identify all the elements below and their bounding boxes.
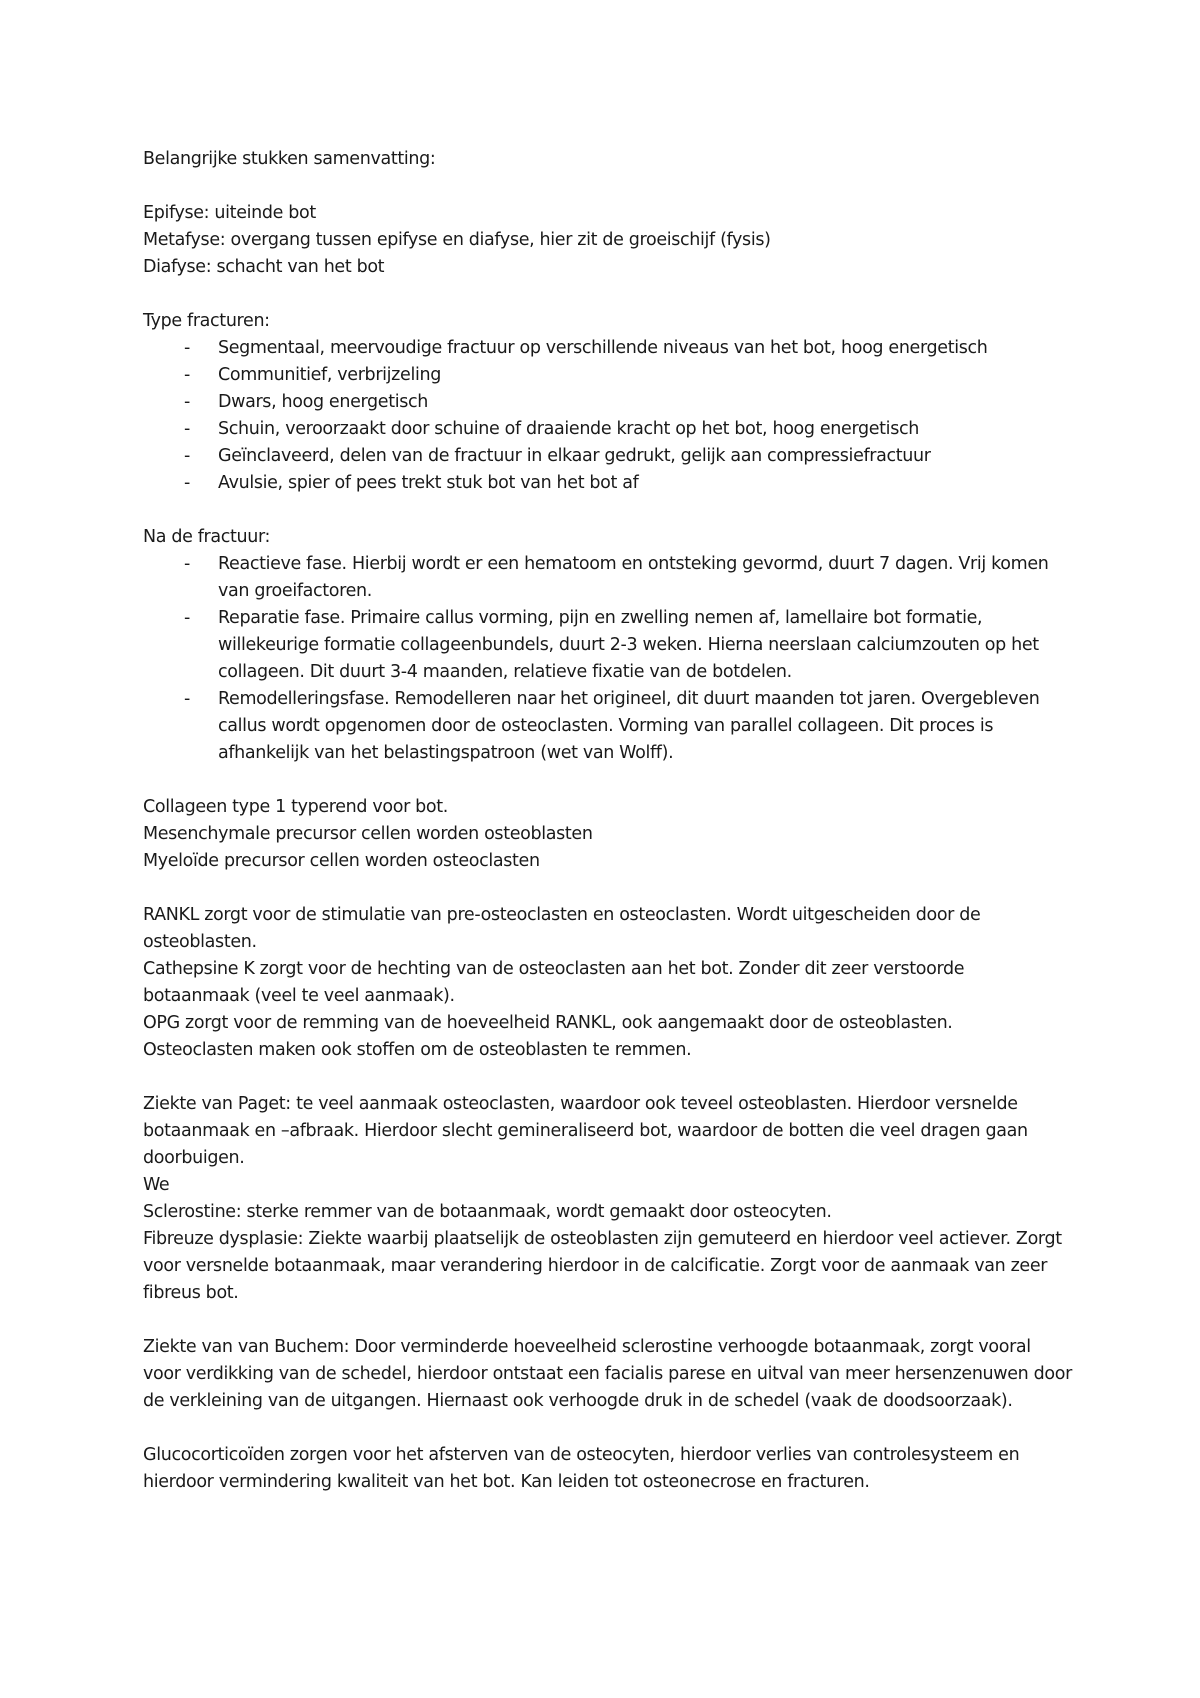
list-item: - Dwars, hoog energetisch — [143, 389, 1073, 416]
osteoclasten-paragraph: Osteoclasten maken ook stoffen om de osteoblasten te remmen. — [143, 1040, 692, 1060]
document-page — [143, 146, 1073, 1496]
bone-part-metafyse: Metafyse: overgang tussen epifyse en diafyse, hier zit de groeischijf (fysis) — [143, 230, 771, 250]
document-heading: Belangrijke stukken samenvatting: — [143, 149, 436, 169]
list-item: - Schuin, veroorzaakt door schuine of draaiende kracht op het bot, hoog energetisch — [143, 416, 1073, 443]
list-item: - Communitief, verbrijzeling — [143, 362, 1073, 389]
stray-text: We — [143, 1175, 170, 1195]
bone-part-epifyse: Epifyse: uiteinde bot — [143, 203, 316, 223]
after-fracture-list — [143, 551, 1073, 767]
collagen-line: Myeloïde precursor cellen worden osteoclasten — [143, 851, 540, 871]
list-item: - Avulsie, spier of pees trekt stuk bot van het bot af — [143, 470, 1073, 497]
opg-paragraph: OPG zorgt voor de remming van de hoeveelheid RANKL, ook aangemaakt door de osteoblasten. — [143, 1013, 953, 1033]
paget-paragraph: Ziekte van Paget: te veel aanmaak osteoclasten, waardoor ook teveel osteoblasten. Hierdoor versnelde botaanmaak en –afbraak. Hierdoor slecht gemineraliseerd bot, waardoor de botten die veel dragen gaan doorbuigen. — [143, 1094, 1028, 1168]
rankl-paragraph: RANKL zorgt voor de stimulatie van pre-osteoclasten en osteoclasten. Wordt uitgescheiden door de osteoblasten. — [143, 905, 981, 952]
fracture-types-list — [143, 335, 1073, 497]
van-buchem-paragraph: Ziekte van van Buchem: Door verminderde hoeveelheid sclerostine verhoogde botaanmaak, zorgt vooral voor verdikking van de schedel, hierdoor ontstaat een facialis parese en uitval van meer hersenzenuwen door de verkleining van de uitgangen. Hiernaast ook verhoogde druk in de schedel (vaak de doodsoorzaak). — [143, 1337, 1072, 1411]
cathepsine-paragraph: Cathepsine K zorgt voor de hechting van de osteoclasten aan het bot. Zonder dit zeer verstoorde botaanmaak (veel te veel aanmaak). — [143, 959, 965, 1006]
fracture-types-title: Type fracturen: — [143, 311, 270, 331]
list-item: - Geïnclaveerd, delen van de fractuur in elkaar gedrukt, gelijk aan compressiefractuur — [143, 443, 1073, 470]
sclerostine-paragraph: Sclerostine: sterke remmer van de botaanmaak, wordt gemaakt door osteocyten. — [143, 1202, 832, 1222]
list-item: - Remodelleringsfase. Remodelleren naar het origineel, dit duurt maanden tot jaren. Overgebleven callus wordt opgenomen door de osteoclasten. Vorming van parallel collageen. Dit proces is afhankelijk van het belastingspatroon (wet van Wolff). — [143, 686, 1073, 767]
after-fracture-title: Na de fractuur: — [143, 527, 271, 547]
list-item: - Reparatie fase. Primaire callus vorming, pijn en zwelling nemen af, lamellaire bot formatie, willekeurige formatie collageenbundels, duurt 2-3 weken. Hierna neerslaan calciumzouten op het collageen. Dit duurt 3-4 maanden, relatieve fixatie van de botdelen. — [143, 605, 1073, 686]
fibreuze-dysplasie-paragraph: Fibreuze dysplasie: Ziekte waarbij plaatselijk de osteoblasten zijn gemuteerd en hierdoor veel actiever. Zorgt voor versnelde botaanmaak, maar verandering hierdoor in de calcificatie. Zorgt voor de aanmaak van zeer fibreus bot. — [143, 1229, 1062, 1303]
collagen-line: Mesenchymale precursor cellen worden osteoblasten — [143, 824, 593, 844]
bone-part-diafyse: Diafyse: schacht van het bot — [143, 257, 385, 277]
collagen-line: Collageen type 1 typerend voor bot. — [143, 797, 448, 817]
list-item: - Segmentaal, meervoudige fractuur op verschillende niveaus van het bot, hoog energetisch — [143, 335, 1073, 362]
list-item: - Reactieve fase. Hierbij wordt er een hematoom en ontsteking gevormd, duurt 7 dagen. Vrij komen van groeifactoren. — [143, 551, 1073, 605]
glucocorticoids-paragraph: Glucocorticoïden zorgen voor het afsterven van de osteocyten, hierdoor verlies van controlesysteem en hierdoor vermindering kwaliteit van het bot. Kan leiden tot osteonecrose en fracturen. — [143, 1445, 1020, 1492]
